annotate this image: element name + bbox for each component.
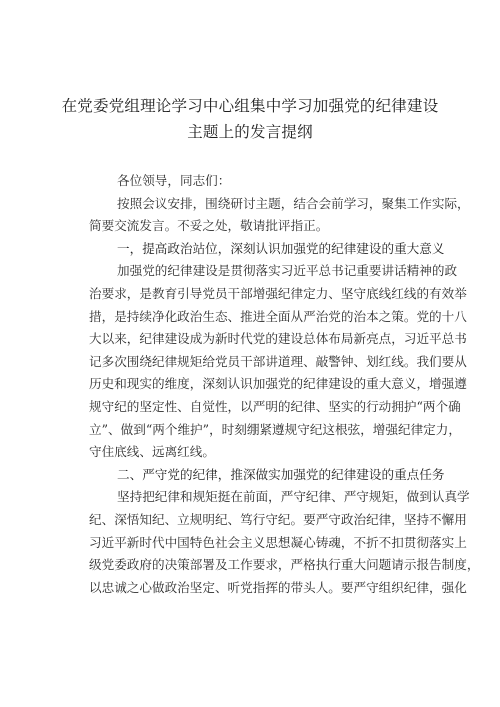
- section-1-heading: 一，提高政治站位，深刻认识加强党的纪律建设的重大意义: [117, 240, 445, 256]
- section-2-line: 坚持把纪律和规矩挺在前面，严守纪律、严守规矩，做到认真学: [117, 489, 470, 505]
- section-1-line: 守住底线、远离红线。: [89, 444, 215, 460]
- section-1-line: 治要求，是教育引导党员干部增强纪律定力、坚守底线红线的有效举: [89, 285, 467, 301]
- section-2-line: 以忠诚之心做政治坚定、听党指挥的带头人。要严守组织纪律，强化: [89, 579, 467, 595]
- greeting: 各位领导，同志们：: [117, 173, 231, 188]
- section-1-line: 历史和现实的维度，深刻认识加强党的纪律建设的重大意义，增强遵: [89, 376, 467, 392]
- section-1-line: 立”、做到“两个维护”，时刻绷紧遵规守纪这根弦，增强纪律定力，: [89, 421, 461, 437]
- section-2-line: 纪、深悟知纪、立规明纪、笃行守纪。要严守政治纪律，坚持不懈用: [89, 511, 467, 527]
- document-body: [89, 170, 480, 599]
- document-title-line-2: 主题上的发言提纲: [187, 123, 313, 141]
- intro-line: 按照会议安排，围绕研讨主题，结合会前学习，聚集工作实际，: [117, 195, 470, 211]
- intro-line: 简要交流发言。不妥之处，敬请批评指正。: [89, 218, 329, 234]
- section-1-line: 大以来，纪律建设成为新时代党的建设总体布局新亮点，习近平总书: [89, 331, 467, 347]
- section-2-heading: 二、严守党的纪律，推深做实加强党的纪律建设的重点任务: [117, 466, 445, 482]
- section-1-line: 措，是持续净化政治生态、推进全面从严治党的治本之策。党的十八: [89, 308, 467, 324]
- section-1-line: 规守纪的坚定性、自觉性，以严明的纪律、坚实的行动拥护“两个确: [89, 398, 461, 414]
- section-2-line: 级党委政府的决策部署及工作要求，严格执行重大问题请示报告制度，: [89, 557, 480, 573]
- section-1-line: 加强党的纪律建设是贯彻落实习近平总书记重要讲话精神的政: [117, 263, 458, 279]
- section-2-line: 习近平新时代中国特色社会主义思想凝心铸魂，不折不扣贯彻落实上: [89, 534, 467, 550]
- document-title-line-1: 在党委党组理论学习中心组集中学习加强党的纪律建设: [61, 97, 439, 115]
- section-1-line: 记多次围绕纪律规矩给党员干部讲道理、敲警钟、划红线。我们要从: [89, 353, 467, 369]
